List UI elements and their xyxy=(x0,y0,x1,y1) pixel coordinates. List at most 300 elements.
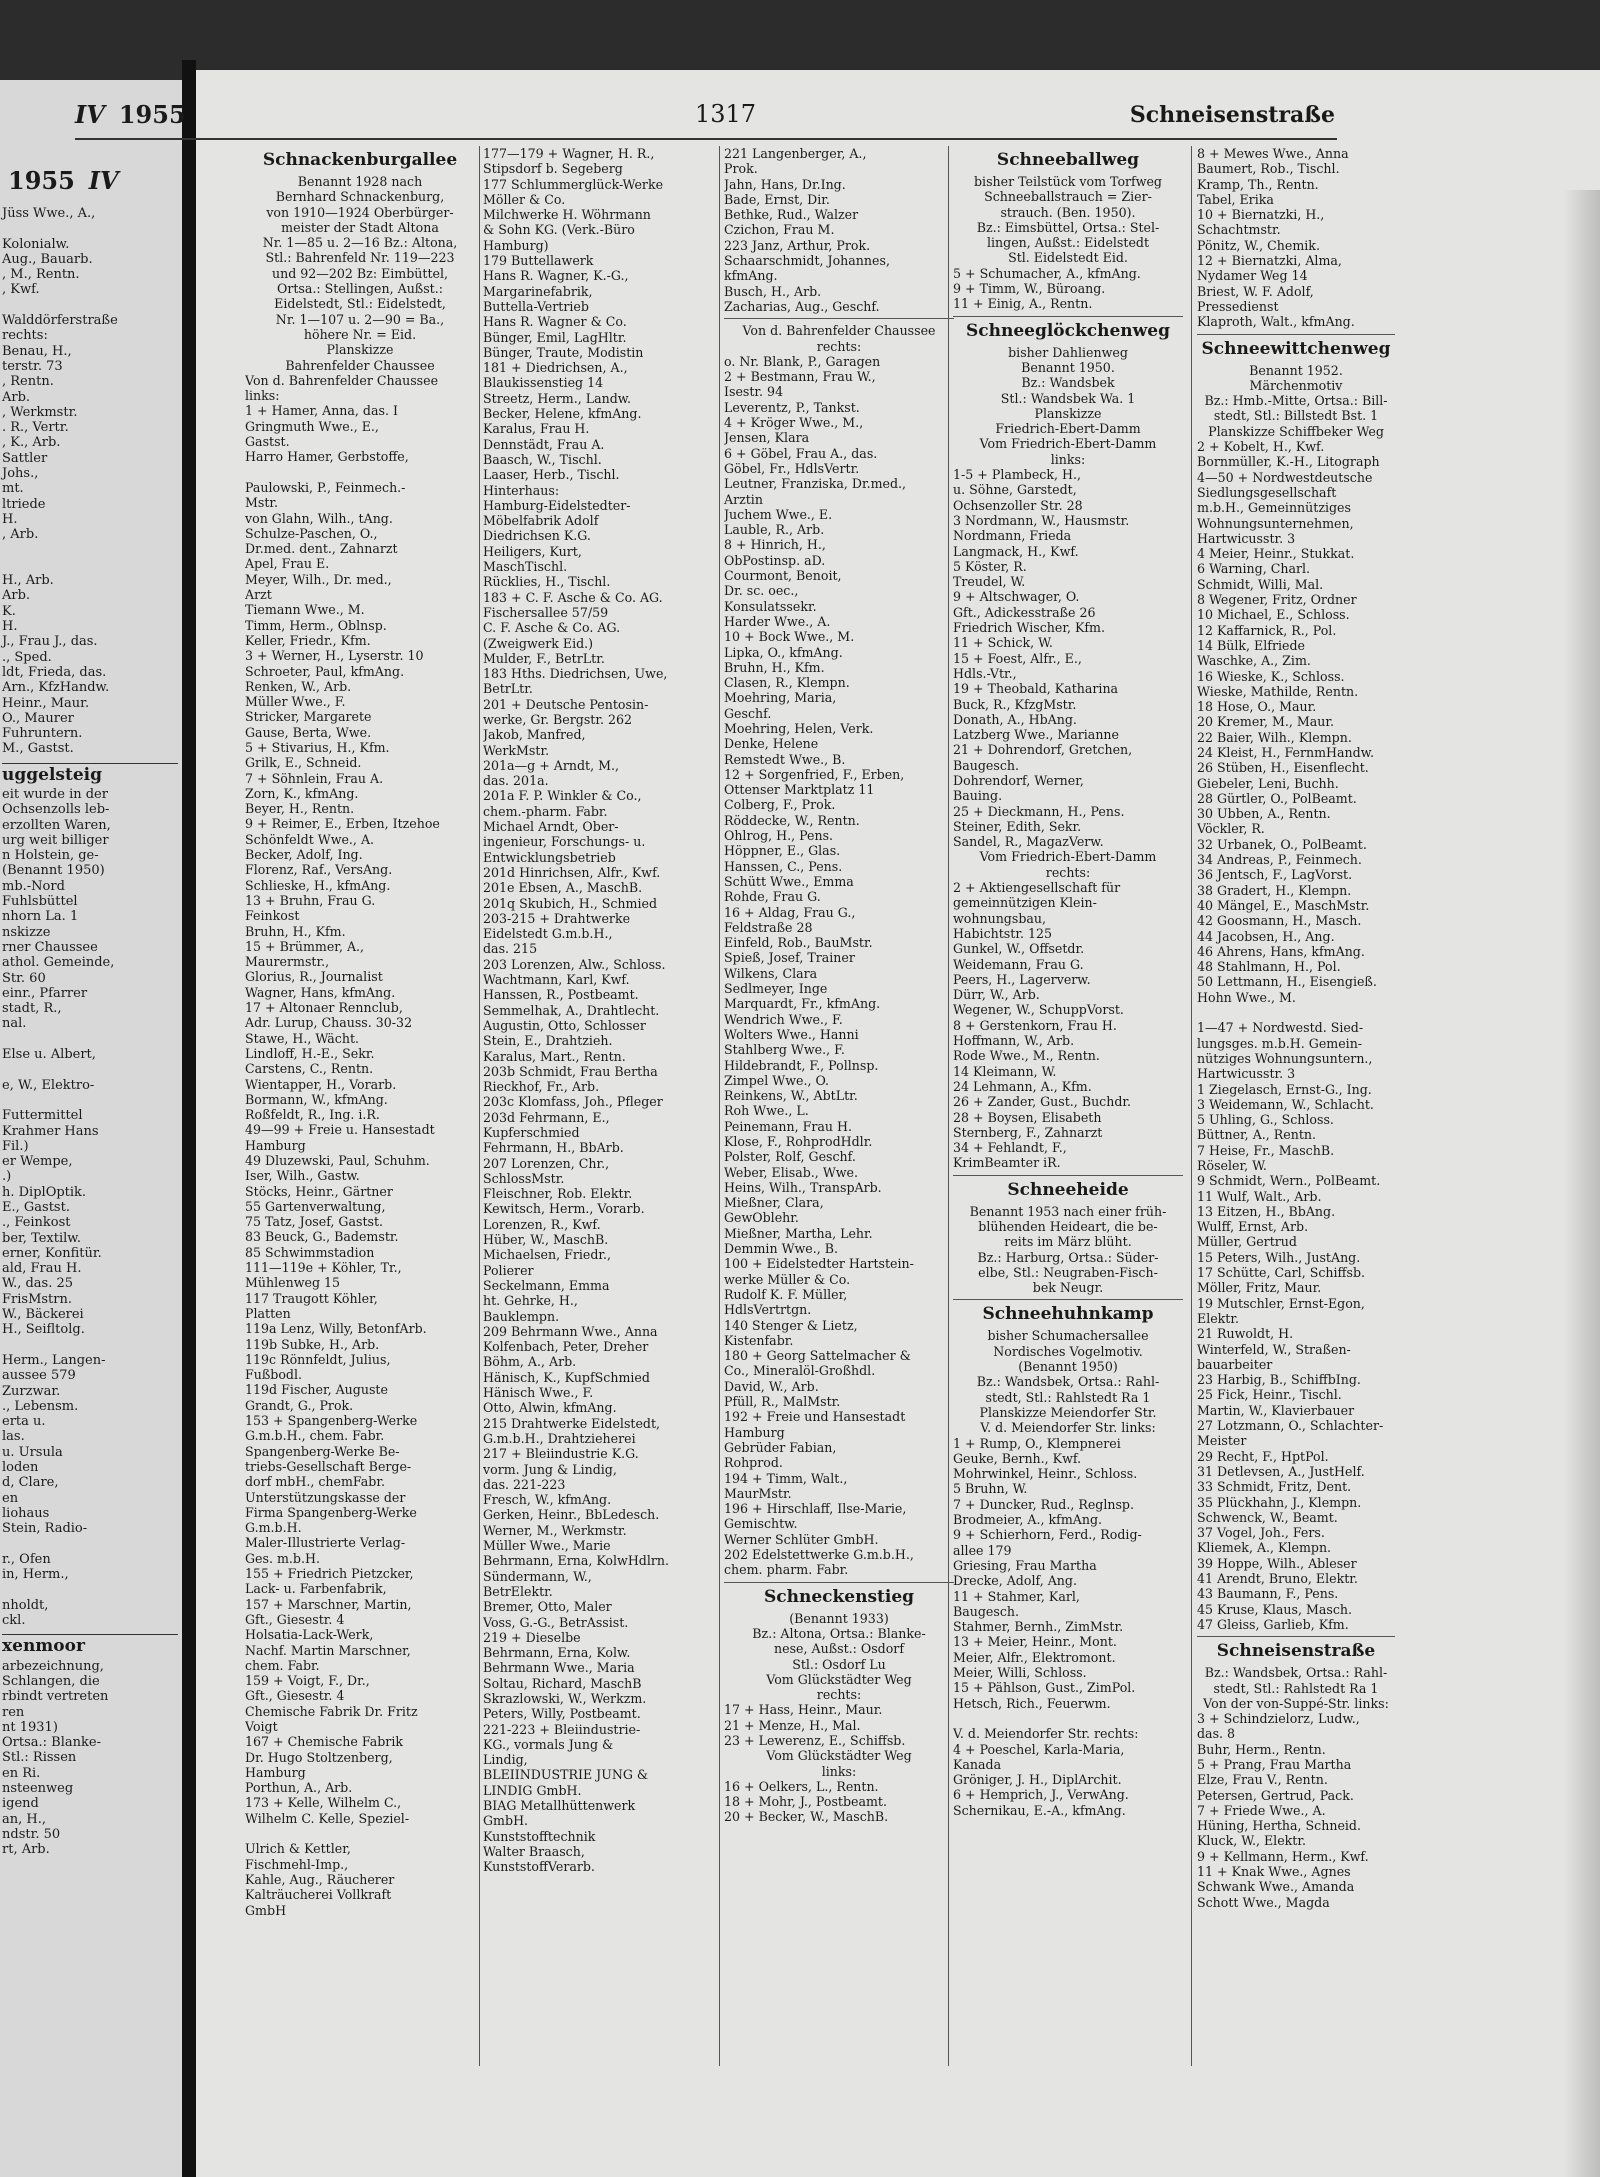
entry-list xyxy=(1197,146,1395,330)
directory-line: 9 + Timm, W., Büroang. xyxy=(953,281,1106,297)
directory-line: Bz.: Eimsbüttel, Ortsa.: Stel- xyxy=(976,219,1160,235)
directory-line: 2 + Kobelt, H., Kwf. xyxy=(1197,439,1325,455)
directory-line: Mstr. xyxy=(245,495,279,511)
directory-line: (Benannt 1950) xyxy=(1018,1359,1118,1375)
page-header xyxy=(75,100,1335,132)
directory-line: Fil.) xyxy=(2,1138,29,1154)
directory-line: & Sohn KG. (Verk.-Büro xyxy=(483,222,635,238)
directory-line: 48 Stahlmann, H., Pol. xyxy=(1197,959,1341,975)
directory-line: Heins, Wilh., TranspArb. xyxy=(724,1179,882,1195)
directory-line: Soltau, Richard, MaschB xyxy=(483,1675,642,1691)
directory-line: Kramp, Th., Rentn. xyxy=(1197,176,1319,192)
directory-line: Geschf. xyxy=(724,705,772,721)
entry-list xyxy=(953,174,1183,266)
directory-line: Hüber, W., MaschB. xyxy=(483,1232,609,1248)
directory-line: 1 + Rump, O., Klempnerei xyxy=(953,1435,1121,1451)
directory-line: links: xyxy=(245,388,280,404)
directory-line: 26 + Zander, Gust., Buchdr. xyxy=(953,1094,1132,1110)
directory-line: Bauing. xyxy=(953,788,1003,804)
directory-line: Kluck, W., Elektr. xyxy=(1197,1833,1306,1849)
entry-list xyxy=(953,1436,1183,1818)
directory-line: 7 + Friede Wwe., A. xyxy=(1197,1802,1326,1818)
left-page-year: 1955 xyxy=(8,166,75,195)
directory-line: Hanssen, R., Postbeamt. xyxy=(483,987,639,1003)
directory-line: bauarbeiter xyxy=(1197,1356,1273,1372)
directory-line xyxy=(2,298,178,313)
directory-line: Röseler, W. xyxy=(1197,1158,1267,1173)
directory-line: links: xyxy=(1050,451,1086,467)
directory-line: Jakob, Manfred, xyxy=(483,727,586,743)
directory-line: Ortsa.: Stellingen, Außst.: xyxy=(277,281,443,297)
directory-line: Else u. Albert, xyxy=(2,1047,96,1063)
directory-line: Sündermann, W., xyxy=(483,1568,592,1584)
directory-line: Wohnungsunternehmen, xyxy=(1197,515,1354,531)
directory-line: Böhm, A., Arb. xyxy=(483,1354,577,1370)
directory-line: 11 + Stahmer, Karl, xyxy=(953,1588,1080,1604)
directory-line: J., Frau J., das. xyxy=(2,634,98,650)
directory-line: 223 Janz, Arthur, Prok. xyxy=(724,237,871,253)
directory-line: von 1910—1924 Oberbürger- xyxy=(266,204,454,220)
directory-line: Harro Hamer, Gerbstoffe, xyxy=(245,449,409,465)
directory-line: 5 Bruhn, W. xyxy=(953,1481,1028,1497)
directory-line: Lindloff, H.-E., Sekr. xyxy=(245,1045,375,1061)
directory-line: Glorius, R., Journalist xyxy=(245,969,383,985)
directory-line: E., Gastst. xyxy=(2,1200,70,1215)
directory-line: Nordmann, Frieda xyxy=(953,528,1072,544)
directory-line: Walter Braasch, xyxy=(483,1843,585,1859)
street-heading: Schneehuhnkamp xyxy=(982,1304,1154,1325)
left-street-heading: uggelsteig xyxy=(2,763,178,783)
directory-line: KG., vormals Jung & xyxy=(483,1736,614,1752)
directory-line: Höppner, E., Glas. xyxy=(724,843,841,859)
directory-line: Kahle, Aug., Räucherer xyxy=(245,1871,395,1887)
directory-line: Hamburg) xyxy=(483,237,549,253)
directory-line: o. Nr. Blank, P., Garagen xyxy=(724,353,881,369)
directory-line: 7 + Söhnlein, Frau A. xyxy=(245,770,384,786)
directory-line: Hartwicusstr. 3 xyxy=(1197,530,1296,546)
directory-line: Fischersallee 57/59 xyxy=(483,604,609,620)
directory-line: Juchem Wwe., E. xyxy=(724,506,833,522)
directory-line: MaurMstr. xyxy=(724,1485,792,1501)
directory-line: Becker, Adolf, Ing. xyxy=(245,847,363,863)
directory-line: 21 + Dohrendorf, Gretchen, xyxy=(953,742,1133,758)
directory-line: Möller, Fritz, Maur. xyxy=(1197,1280,1322,1296)
directory-line: Kolonialw. xyxy=(2,236,70,252)
directory-line: blühenden Heideart, die be- xyxy=(978,1219,1158,1234)
directory-line: Zorn, K., kfmAng. xyxy=(245,785,359,801)
directory-line: Ochsenzoller Str. 28 xyxy=(953,497,1083,513)
directory-line: Rudolf K. F. Müller, xyxy=(724,1286,848,1302)
directory-line: Müller, Gertrud xyxy=(1197,1234,1297,1250)
directory-line: Latzberg Wwe., Marianne xyxy=(953,727,1119,743)
directory-line: Stöcks, Heinr., Gärtner xyxy=(245,1183,393,1199)
directory-line: Maler-Illustrierte Verlag- xyxy=(245,1535,406,1551)
directory-line: Mohrwinkel, Heinr., Schloss. xyxy=(953,1466,1138,1482)
section-divider xyxy=(724,318,954,319)
directory-line: 15 + Brümmer, A., xyxy=(245,938,365,954)
directory-line: Fresch, W., kfmAng. xyxy=(483,1492,612,1508)
directory-line: ingenieur, Forschungs- u. xyxy=(483,834,646,850)
directory-line: Spangenberg-Werke Be- xyxy=(245,1443,400,1459)
directory-line: in, Herm., xyxy=(2,1567,69,1583)
directory-line: Clasen, R., Klempn. xyxy=(724,675,850,691)
left-page xyxy=(0,80,182,2177)
directory-line: 12 Kaffarnick, R., Pol. xyxy=(1197,622,1337,638)
directory-line: Polster, Rolf, Geschf. xyxy=(724,1149,856,1165)
directory-line: 28 Gürtler, O., PolBeamt. xyxy=(1197,790,1357,806)
directory-line: 34 Andreas, P., Feinmech. xyxy=(1197,852,1362,868)
directory-line: 12 + Biernatzki, Alma, xyxy=(1197,253,1342,269)
directory-line: Meier, Willi, Schloss. xyxy=(953,1665,1087,1681)
directory-line: 4 Meier, Heinr., Stukkat. xyxy=(1197,546,1355,562)
directory-line: W., das. 25 xyxy=(2,1276,74,1292)
directory-line: 15 + Foest, Alfr., E., xyxy=(953,650,1082,666)
directory-line: 203 Lorenzen, Alw., Schloss. xyxy=(483,956,666,972)
directory-line: Hans R. Wagner & Co. xyxy=(483,314,627,330)
entry-list xyxy=(724,354,954,1578)
directory-line: Vom Glückstädter Weg xyxy=(766,1748,912,1764)
directory-line: 40 Mängel, E., MaschMstr. xyxy=(1197,897,1370,913)
directory-line: 21 Ruwoldt, H. xyxy=(1197,1326,1294,1342)
directory-line: Vom Friedrich-Ebert-Damm xyxy=(979,436,1157,452)
directory-line: 10 + Bock Wwe., M. xyxy=(724,629,855,645)
directory-line: 27 Lotzmann, O., Schlachter- xyxy=(1197,1418,1384,1434)
page-edge-shadow xyxy=(1564,190,1600,2177)
header-year: 1955 xyxy=(118,100,186,129)
directory-line: Unterstützungskasse der xyxy=(245,1489,406,1505)
directory-line: Benannt 1950. xyxy=(1021,359,1115,375)
directory-line: 201a—g + Arndt, M., xyxy=(483,757,620,773)
entry-list xyxy=(724,1779,954,1825)
directory-line: Spieß, Josef, Trainer xyxy=(724,950,855,966)
directory-line: loden xyxy=(2,1460,39,1476)
directory-line xyxy=(2,543,178,558)
directory-line: K. xyxy=(2,603,16,619)
directory-line: 167 + Chemische Fabrik xyxy=(245,1734,403,1750)
directory-line: M., Gastst. xyxy=(2,741,74,757)
entry-list xyxy=(953,345,1183,467)
directory-line: Zacharias, Aug., Geschf. xyxy=(724,298,880,314)
directory-line: 17 Schütte, Carl, Schiffsb. xyxy=(1197,1265,1366,1281)
directory-line: Hänisch Wwe., F. xyxy=(483,1385,594,1401)
directory-line: nt 1931) xyxy=(2,1719,58,1735)
directory-line xyxy=(2,1032,178,1047)
directory-line: Schmidt, Willi, Mal. xyxy=(1197,576,1324,592)
directory-line: Fußbodl. xyxy=(245,1367,302,1383)
directory-line: Bz.: Wandsbek, Ortsa.: Rahl- xyxy=(976,1374,1160,1390)
directory-line: 181 + Diedrichsen, A., xyxy=(483,360,628,376)
directory-line: stedt, Stl.: Rahlstedt Ra 1 xyxy=(985,1389,1151,1405)
directory-line: SchlossMstr. xyxy=(483,1170,565,1186)
directory-line: 43 Baumann, F., Pens. xyxy=(1197,1586,1339,1602)
directory-line: mb.-Nord xyxy=(2,878,65,894)
header-rule xyxy=(75,138,1337,140)
directory-line: strauch. (Ben. 1950). xyxy=(1000,204,1136,220)
directory-line: rner Chaussee xyxy=(2,939,98,955)
directory-line: 11 + Knak Wwe., Agnes xyxy=(1197,1864,1351,1880)
directory-line: Kalträucherei Vollkraft xyxy=(245,1887,392,1903)
directory-line: Ohlrog, H., Pens. xyxy=(724,828,834,844)
directory-line: 20 Kremer, M., Maur. xyxy=(1197,714,1335,730)
directory-line: Voigt xyxy=(245,1718,278,1734)
directory-line: Michael Arndt, Ober- xyxy=(483,819,619,835)
directory-line: Bremer, Otto, Maler xyxy=(483,1599,612,1615)
directory-line: Lauble, R., Arb. xyxy=(724,522,825,538)
directory-line: Brodmeier, A., kfmAng. xyxy=(953,1512,1103,1528)
column-divider xyxy=(719,146,720,2066)
directory-line: n Holstein, ge- xyxy=(2,848,99,864)
directory-line: Arn., KfzHandw. xyxy=(2,680,110,696)
directory-line: Hanssen, C., Pens. xyxy=(724,858,843,874)
directory-line: Griesing, Frau Martha xyxy=(953,1557,1097,1573)
directory-line: 5 + Schumacher, A., kfmAng. xyxy=(953,265,1141,281)
directory-line: Demmin Wwe., B. xyxy=(724,1241,839,1257)
directory-line: Renken, W., Arb. xyxy=(245,678,352,694)
directory-line: 26 Stüben, H., Eisenflecht. xyxy=(1197,760,1369,776)
directory-line: 155 + Friedrich Pietzcker, xyxy=(245,1566,414,1582)
directory-line: Baugesch. xyxy=(953,757,1020,773)
directory-line: nskizze xyxy=(2,924,51,940)
directory-column-1 xyxy=(245,146,475,1918)
directory-line: Stl.: Bahrenfeld Nr. 119—223 xyxy=(265,250,455,266)
directory-line: 177 Schlummerglück-Werke xyxy=(483,176,664,192)
directory-line: 10 + Biernatzki, H., xyxy=(1197,207,1325,223)
directory-line: KunststoffVerarb. xyxy=(483,1859,595,1875)
directory-line: Eidelstedt, Stl.: Eidelstedt, xyxy=(274,296,446,312)
directory-line: BetrElektr. xyxy=(483,1583,553,1599)
directory-line: Adr. Lurup, Chauss. 30-32 xyxy=(245,1015,413,1031)
directory-line: BIAG Metallhüttenwerk xyxy=(483,1798,636,1814)
directory-line: Grilk, E., Schneid. xyxy=(245,755,362,771)
directory-line: und 92—202 Bz: Eimbüttel, xyxy=(271,265,449,281)
directory-line: höhere Nr. = Eid. xyxy=(303,326,417,342)
directory-line: Isestr. 94 xyxy=(724,384,784,400)
directory-line: Stahlberg Wwe., F. xyxy=(724,1042,845,1058)
directory-line: O., Maurer xyxy=(2,710,74,726)
directory-line: Weidemann, Frau G. xyxy=(953,956,1084,972)
directory-line: Rode Wwe., M., Rentn. xyxy=(953,1048,1100,1064)
directory-line: Petersen, Gertrud, Pack. xyxy=(1197,1787,1354,1803)
directory-line: 38 Gradert, H., Klempn. xyxy=(1197,882,1352,898)
directory-line: Rohprod. xyxy=(724,1455,783,1471)
directory-line: 16 Wieske, K., Schloss. xyxy=(1197,668,1345,684)
directory-line: Friedrich-Ebert-Damm xyxy=(995,421,1141,437)
directory-line: Beyer, H., Rentn. xyxy=(245,801,355,817)
directory-line: rechts: xyxy=(816,1687,862,1703)
directory-line: Werner, M., Werkmstr. xyxy=(483,1522,627,1538)
directory-line: liohaus xyxy=(2,1505,50,1521)
directory-line: Kliemek, A., Klempn. xyxy=(1197,1540,1332,1556)
directory-line: Nydamer Weg 14 xyxy=(1197,268,1308,284)
directory-line: Mulder, F., BetrLtr. xyxy=(483,650,605,666)
directory-line: 25 + Dieckmann, H., Pens. xyxy=(953,803,1125,819)
directory-line: 85 Schwimmstadion xyxy=(245,1244,375,1260)
directory-line: Benannt 1928 nach xyxy=(297,174,423,189)
directory-line: Kanada xyxy=(953,1756,1002,1772)
entry-list xyxy=(724,1748,954,1779)
header-volume: IV xyxy=(75,100,105,129)
directory-line: Stipsdorf b. Segeberg xyxy=(483,161,623,177)
directory-line: Bormann, W., kfmAng. xyxy=(245,1091,388,1107)
directory-line: LINDIG GmbH. xyxy=(483,1782,582,1798)
directory-line: Zimpel Wwe., O. xyxy=(724,1072,830,1088)
directory-line: nhorn La. 1 xyxy=(2,909,79,925)
directory-line: Bünger, Emil, LagHltr. xyxy=(483,329,627,345)
directory-line: Roh Wwe., L. xyxy=(724,1103,809,1119)
directory-line: igend xyxy=(2,1796,39,1812)
directory-line: 16 + Aldag, Frau G., xyxy=(724,904,856,920)
directory-line: Krahmer Hans xyxy=(2,1123,99,1139)
directory-line: Hamburg xyxy=(724,1424,785,1440)
directory-line: Bahrenfelder Chaussee xyxy=(285,357,435,373)
directory-line: Von d. Bahrenfelder Chaussee xyxy=(742,323,936,339)
directory-line: u. Ursula xyxy=(2,1444,63,1460)
directory-line: , M., Rentn. xyxy=(2,267,80,283)
directory-line: Treudel, W. xyxy=(953,574,1026,590)
directory-line: das. 221-223 xyxy=(483,1476,566,1492)
directory-line: 32 Urbanek, O., PolBeamt. xyxy=(1197,836,1367,852)
directory-line: Schulze-Paschen, O., xyxy=(245,525,378,541)
directory-line: Von d. Bahrenfelder Chaussee xyxy=(245,372,439,388)
directory-line: u. Söhne, Garstedt, xyxy=(953,482,1077,498)
directory-line: Dürr, W., Arb. xyxy=(953,987,1040,1003)
directory-line: Timm, Herm., Oblnsp. xyxy=(245,617,387,633)
directory-line: 13 Eitzen, H., BbAng. xyxy=(1197,1203,1336,1219)
directory-line: nal. xyxy=(2,1016,27,1032)
directory-line: 11 + Schick, W. xyxy=(953,635,1053,651)
directory-line: Courmont, Benoit, xyxy=(724,568,842,584)
directory-line: 44 Jacobsen, H., Ang. xyxy=(1197,928,1335,944)
directory-line: Lack- u. Farbenfabrik, xyxy=(245,1581,387,1597)
directory-line: Bz.: Harburg, Ortsa.: Süder- xyxy=(977,1249,1159,1265)
directory-line: Wolters Wwe., Hanni xyxy=(724,1026,859,1042)
directory-line: Benannt 1952. xyxy=(1249,362,1343,378)
directory-line: rbindt vertreten xyxy=(2,1689,109,1705)
directory-line: Hinterhaus: xyxy=(483,482,560,498)
directory-line: Ges. m.b.H. xyxy=(245,1550,320,1566)
directory-line: d, Clare, xyxy=(2,1475,59,1491)
directory-line: Peinemann, Frau H. xyxy=(724,1118,852,1134)
directory-line: .) xyxy=(2,1169,12,1185)
directory-line: Geuke, Bernh., Kwf. xyxy=(953,1450,1082,1466)
directory-line: Hamburg xyxy=(245,1764,306,1780)
directory-line: urg weit billiger xyxy=(2,832,109,848)
directory-line: Sedlmeyer, Inge xyxy=(724,981,828,997)
directory-line: Schott Wwe., Magda xyxy=(1197,1894,1330,1910)
directory-line: m.b.H., Gemeinnütziges xyxy=(1197,500,1351,516)
directory-line: Martin, W., Klavierbauer xyxy=(1197,1402,1355,1418)
entry-list xyxy=(245,373,475,1918)
directory-line: 1-5 + Plambeck, H., xyxy=(953,467,1081,483)
directory-line: 30 Ubben, A., Rentn. xyxy=(1197,806,1331,822)
directory-line: GewOblehr. xyxy=(724,1210,799,1226)
section-divider xyxy=(953,1175,1183,1176)
directory-line: Buttella-Vertrieb xyxy=(483,298,589,314)
directory-line: Hetsch, Rich., Feuerwm. xyxy=(953,1695,1111,1711)
directory-line: bisher Teilstück vom Torfweg xyxy=(973,174,1162,189)
directory-line: Lindig, xyxy=(483,1752,528,1768)
directory-line: GmbH xyxy=(245,1902,287,1918)
directory-line: 39 Hoppe, Wilh., Ableser xyxy=(1197,1555,1357,1571)
directory-line: 83 Beuck, G., Bademstr. xyxy=(245,1229,399,1245)
directory-line: e, W., Elektro- xyxy=(2,1077,95,1093)
directory-line: Ochsenzolls leb- xyxy=(2,802,110,818)
directory-line: 42 Goosmann, H., Masch. xyxy=(1197,913,1362,929)
directory-line: Planskizze Schiffbeker Weg xyxy=(1208,423,1384,439)
street-heading: Schneeballweg xyxy=(996,150,1140,170)
directory-line: 50 Lettmann, H., Eisengieß. xyxy=(1197,974,1377,990)
directory-line: links: xyxy=(821,1763,857,1779)
directory-line: nütziges Wohnungsuntern., xyxy=(1197,1050,1373,1066)
directory-line: Schroeter, Paul, kfmAng. xyxy=(245,663,405,679)
directory-line: Sandel, R., MagazVerw. xyxy=(953,834,1104,850)
directory-line: 4 + Poeschel, Karla-Maria, xyxy=(953,1741,1125,1757)
directory-line: Schwank Wwe., Amanda xyxy=(1197,1879,1355,1895)
page-header-left xyxy=(75,100,186,129)
directory-line: nsteenweg xyxy=(2,1780,74,1796)
directory-line: (Benannt 1933) xyxy=(789,1610,889,1626)
directory-line xyxy=(953,1711,1183,1726)
directory-line: 34 + Fehlandt, F., xyxy=(953,1140,1067,1156)
directory-line: Stricker, Margarete xyxy=(245,709,372,725)
directory-line: 111—119e + Köhler, Tr., xyxy=(245,1260,402,1276)
directory-line: 203c Klomfass, Joh., Pfleger xyxy=(483,1094,663,1110)
directory-line: 207 Lorenzen, Chr., xyxy=(483,1155,610,1171)
directory-line: Langmack, H., Kwf. xyxy=(953,543,1079,559)
directory-line: Heinr., Maur. xyxy=(2,695,90,711)
directory-line: Gft., Giesestr. 4 xyxy=(245,1611,345,1627)
directory-line: gemeinnützigen Klein- xyxy=(953,895,1097,911)
directory-line: 203-215 + Drahtwerke xyxy=(483,910,631,926)
directory-line: rechts: xyxy=(2,328,48,344)
directory-line: Roßfeldt, R., Ing. i.R. xyxy=(245,1107,380,1123)
left-page-column xyxy=(2,206,178,1857)
directory-line: 3 + Schindzielorz, Ludw., xyxy=(1197,1711,1360,1727)
entry-list xyxy=(1197,439,1395,1632)
directory-line: Otto, Alwin, kfmAng. xyxy=(483,1400,617,1416)
directory-line: 201d Hinrichsen, Alfr., Kwf. xyxy=(483,864,661,880)
directory-line: ald, Frau H. xyxy=(2,1261,82,1277)
directory-line: Winterfeld, W., Straßen- xyxy=(1197,1341,1351,1357)
directory-line: Klose, F., RohprodHdlr. xyxy=(724,1134,873,1149)
directory-line: 5 + Stivarius, H., Kfm. xyxy=(245,739,390,755)
directory-line: BetrLtr. xyxy=(483,681,533,697)
directory-line: Paulowski, P., Feinmech.- xyxy=(245,479,406,495)
directory-line: elbe, Stl.: Neugraben-Fisch- xyxy=(978,1264,1158,1280)
directory-line: ht. Gehrke, H., xyxy=(483,1293,578,1309)
directory-line: eit wurde in der xyxy=(2,786,108,802)
directory-line: 36 Jentsch, F., LagVorst. xyxy=(1197,867,1353,883)
directory-line: David, W., Arb. xyxy=(724,1378,819,1394)
directory-line: Feldstraße 28 xyxy=(724,919,813,935)
directory-line: 221-223 + Bleiindustrie- xyxy=(483,1721,641,1737)
directory-line: das. 201a. xyxy=(483,773,549,789)
directory-line: 196 + Hirschlaff, Ilse-Marie, xyxy=(724,1501,907,1517)
directory-line: Busch, H., Arb. xyxy=(724,283,822,299)
directory-line: 140 Stenger & Lietz, xyxy=(724,1317,858,1333)
directory-line: Hildebrandt, F., Pollnsp. xyxy=(724,1057,879,1073)
directory-line: Schönfeldt Wwe., A. xyxy=(245,831,375,847)
directory-line: Streetz, Herm., Landw. xyxy=(483,390,632,406)
entry-list xyxy=(1197,363,1395,439)
directory-line: Stl. Eidelstedt Eid. xyxy=(1008,250,1128,266)
directory-line: Bruhn, H., Kfm. xyxy=(245,923,346,939)
entry-list xyxy=(953,266,1183,312)
directory-line: Remstedt Wwe., B. xyxy=(724,751,846,767)
directory-line: Waschke, A., Zim. xyxy=(1197,653,1311,669)
directory-line: en xyxy=(2,1490,19,1506)
directory-line: Gft., Giesestr. 4 xyxy=(245,1688,345,1704)
